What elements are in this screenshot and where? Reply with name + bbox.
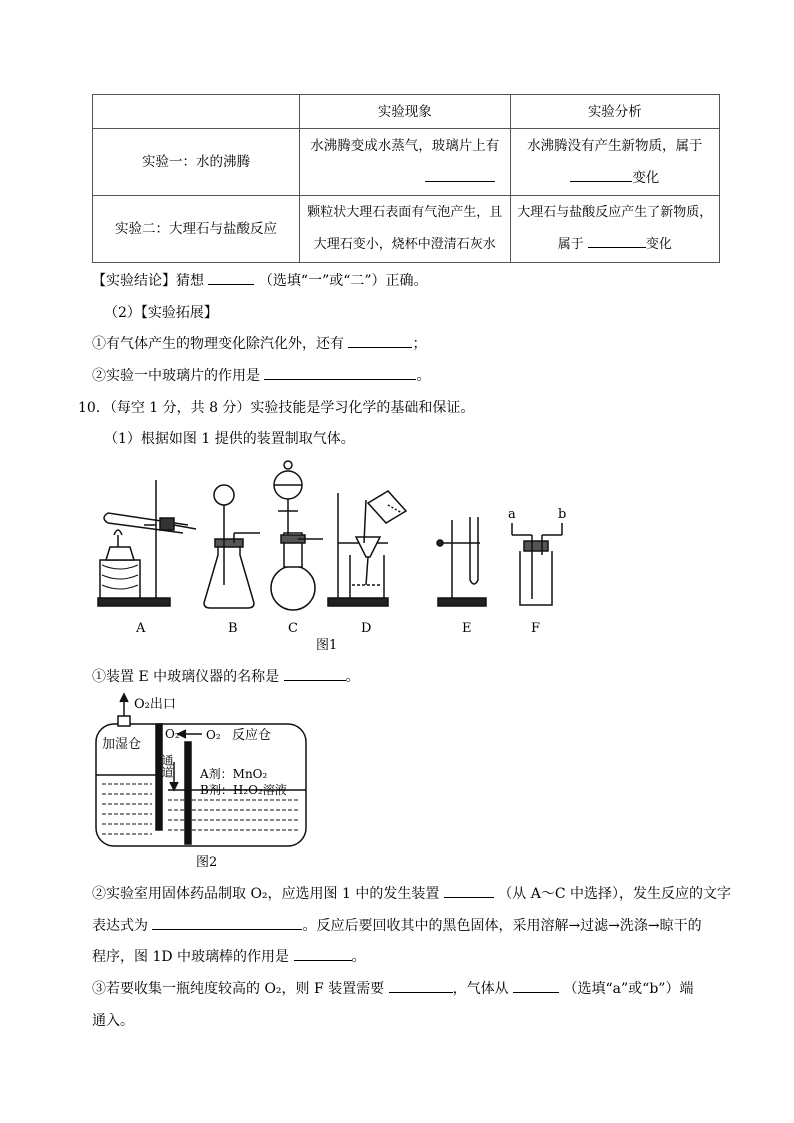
experiment-table [92,94,720,263]
extension-q2-end: 。 [416,368,431,384]
row2-analysis-suffix: 变化 [645,237,672,252]
row2-phenomenon-line2: 大理石变小，烧杯中澄清石灰水 [313,237,496,252]
apparatus-label-f: F [531,621,541,636]
outlet-label: O₂出口 [134,697,176,712]
row1-analysis-text: 水沸腾没有产生新物质，属于 [527,138,703,154]
question-2-text-c: 表达式为 [92,918,148,934]
table-row [93,129,720,196]
table-row [93,196,720,263]
answer-blank[interactable] [208,270,254,285]
extension-q2-text: ②实验一中玻璃片的作用是 [92,368,260,384]
answer-blank[interactable] [570,167,632,182]
question-10: 10．（每空 1 分，共 8 分）实验技能是学习化学的基础和保证。 [78,400,475,416]
conclusion-line [92,270,428,290]
question-2-text-b: （从 A～C 中选择），发生反应的文字 [498,886,731,902]
apparatus-label-d: D [361,621,372,636]
extension-q1-text: ①有气体产生的物理变化除汽化外，还有 [92,336,344,352]
row2-label: 实验二：大理石与盐酸反应 [93,196,300,263]
extension-heading: （2）【实验拓展】 [104,305,218,321]
o2-right-label: O₂ [206,728,221,742]
apparatus-d [328,491,406,606]
answer-blank[interactable] [294,946,352,961]
answer-blank[interactable] [348,333,412,348]
question-2-text-d: 。反应后要回收其中的黑色固体，采用溶解→过滤→洗涤→晾干的 [302,918,702,934]
o2-left-label: O₂ [165,727,180,741]
figure-1-caption: 图1 [316,638,338,653]
question-3-text-c: （选填“a”或“b”）端 [563,981,694,997]
extension-q2 [92,365,430,385]
apparatus-label-b: B [228,621,238,636]
question-2-line2 [92,915,702,935]
answer-blank[interactable] [444,883,494,898]
question-1 [92,666,360,686]
row2-analysis-prefix: 属于 [557,237,584,252]
row1-label: 实验一：水的沸腾 [93,129,300,196]
question-2-end: 。 [351,949,366,965]
row1-analysis [510,129,719,196]
question-1-text: ①装置 E 中玻璃仪器的名称是 [92,669,280,685]
port-a-label: a [508,507,516,522]
row2-analysis [510,196,719,263]
apparatus-f [512,523,562,605]
apparatus-c [271,461,323,610]
reagent-b-label: B剂：H₂O₂溶液 [200,783,287,797]
question-10-part1: （1）根据如图 1 提供的装置制取气体。 [104,431,355,447]
row1-phenomenon-text: 水沸腾变成水蒸气，玻璃片上有 [310,138,500,154]
apparatus-e [437,517,486,606]
port-b-label: b [558,507,567,522]
extension-q1-end: ； [412,336,427,352]
table-header-empty [93,95,300,129]
apparatus-b [204,485,260,608]
question-2-text-e: 程序，图 1D 中玻璃棒的作用是 [92,949,290,965]
answer-blank[interactable] [152,915,302,930]
answer-blank[interactable] [513,978,559,993]
table-header-phenomenon: 实验现象 [299,95,510,129]
answer-blank[interactable] [588,233,646,248]
question-2-line1 [92,883,731,903]
extension-q1 [92,333,426,353]
question-3-line2: 通入。 [92,1013,134,1029]
reactor-label: 反应仓 [232,728,272,743]
apparatus-label-a: A [136,621,146,636]
humidifier-label: 加湿仓 [102,737,142,752]
conclusion-text: 【实验结论】猜想 [92,273,204,289]
answer-blank[interactable] [389,978,453,993]
reagent-a-label: A剂：MnO₂ [200,767,268,781]
row1-analysis-suffix: 变化 [632,170,660,186]
figure-2-caption: 图2 [196,855,218,870]
question-2-line3 [92,946,366,966]
apparatus-label-e: E [462,621,472,636]
figure-2-oxygen-generator [90,690,320,875]
conclusion-hint: （选填“一”或“二”）正确。 [258,273,428,289]
table-header-row [93,95,720,129]
table-header-analysis: 实验分析 [510,95,719,129]
answer-blank[interactable] [284,666,346,681]
channel-label: 通道 [160,754,174,778]
answer-blank[interactable] [425,167,495,182]
figure-1-apparatus [88,455,588,655]
question-2-text-a: ②实验室用固体药品制取 O₂，应选用图 1 中的发生装置 [92,886,440,902]
apparatus-label-c: C [288,621,298,636]
answer-blank[interactable] [264,365,416,380]
question-3-line1 [92,978,693,998]
row2-phenomenon-line1: 颗粒状大理石表面有气泡产生，且 [307,205,503,220]
question-3-text-b: ，气体从 [452,981,509,997]
row2-phenomenon [299,196,510,263]
row2-analysis-line1: 大理石与盐酸反应产生了新物质， [517,205,713,220]
apparatus-a [98,480,196,606]
question-1-end: 。 [345,669,360,685]
question-3-text-a: ③若要收集一瓶纯度较高的 O₂，则 F 装置需要 [92,981,385,997]
row1-phenomenon [299,129,510,196]
